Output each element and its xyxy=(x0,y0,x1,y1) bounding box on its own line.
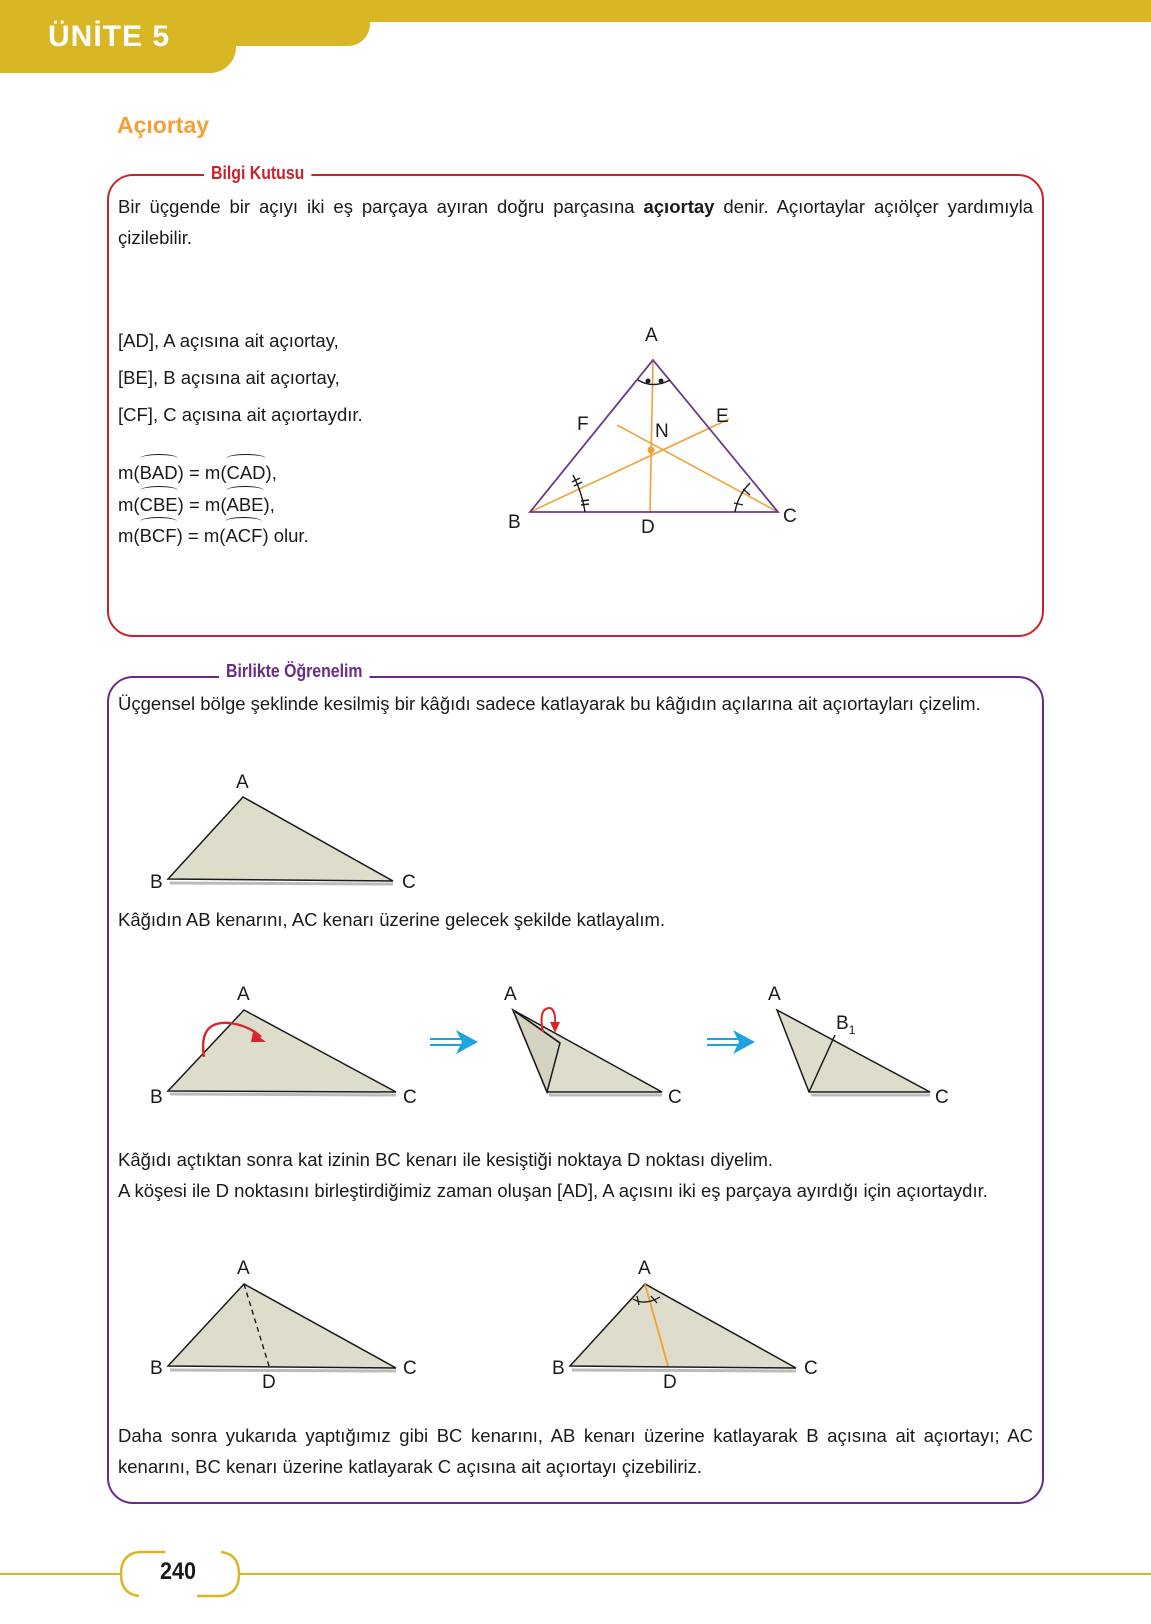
equality-c: m(BCF) = m(ACF) olur. xyxy=(118,520,309,552)
vertex-c-label: C xyxy=(935,1087,949,1108)
definition-term: açıortay xyxy=(643,196,715,217)
vertex-c-label: C xyxy=(402,872,416,893)
suffix: , xyxy=(271,462,277,483)
definition-paragraph xyxy=(118,191,1033,253)
angle-abe: ABE xyxy=(226,489,263,521)
statement-ad: [AD], A açısına ait açıortay, xyxy=(118,330,339,351)
step-arrow-icon xyxy=(430,1030,478,1054)
equality-b: m(CBE) = m(ABE), xyxy=(118,489,309,521)
intro-paragraph: Üçgensel bölge şeklinde kesilmiş bir kâğıdı sadece katlayarak bu kâğıdın açılarına ait açıortayları çizelim. xyxy=(118,693,981,714)
point-f-label: F xyxy=(577,414,589,435)
angle-cad: CAD xyxy=(226,457,265,489)
vertex-c-label: C xyxy=(783,506,797,527)
angle-acf: ACF xyxy=(225,520,262,552)
step2-line2: A köşesi ile D noktasını birleştirdiğimiz zaman oluşan [AD], A açısını iki eş parçaya ayırdığı için açıortaydır. xyxy=(118,1180,988,1201)
step2-line1: Kâğıdı açtıktan sonra kat izinin BC kenarı ile kesiştiği noktaya D noktası diyelim. xyxy=(118,1149,773,1170)
definition-text-end: denir. Açıortaylar açıölçer yardımıyla çizilebilir. xyxy=(118,196,1033,248)
bisector-triangle-figure xyxy=(500,315,820,545)
vertex-b-label: B xyxy=(150,872,163,893)
info-box-label: Bilgi Kutusu xyxy=(204,163,311,184)
equality-a: m(BAD) = m(CAD), xyxy=(118,457,309,489)
m-symbol: m xyxy=(118,462,134,483)
angle-equalities xyxy=(118,457,309,552)
vertex-a-label: A xyxy=(237,984,250,1005)
vertex-c-label: C xyxy=(804,1358,818,1379)
paper-triangle-figure xyxy=(140,770,440,900)
vertex-a-label: A xyxy=(236,772,249,793)
page-number: 240 xyxy=(160,1558,197,1585)
m-symbol: m xyxy=(204,462,221,483)
vertex-a-label: A xyxy=(237,1258,250,1279)
definition-text: Bir üçgende bir açıyı iki eş parçaya ayıran doğru parçasına xyxy=(118,196,644,217)
m-symbol: m xyxy=(203,525,220,546)
point-n-label: N xyxy=(655,421,669,442)
conclusion-paragraph: Daha sonra yukarıda yaptığımız gibi BC kenarını, AB kenarı üzerine katlayarak B açısına ait açıortayı; AC kenarını, BC kenarı üzerine katlayarak C açısına ait açıortayı çizebiliriz. xyxy=(118,1425,1033,1477)
fold-result-figure xyxy=(140,1250,840,1390)
vertex-a-label: A xyxy=(504,984,517,1005)
suffix: , xyxy=(269,493,275,515)
m-symbol: m xyxy=(204,493,221,515)
angle-bcf: BCF xyxy=(140,520,177,552)
m-symbol: m xyxy=(118,525,134,546)
bisector-statements xyxy=(118,322,363,433)
statement-cf: [CF], C açısına ait açıortaydır. xyxy=(118,404,363,425)
vertex-a-label: A xyxy=(638,1258,651,1279)
angle-cbe: CBE xyxy=(140,489,178,521)
suffix: olur. xyxy=(268,525,309,546)
point-e-label: E xyxy=(716,406,729,427)
step1-text: Kâğıdın AB kenarını, AC kenarı üzerine gelecek şekilde katlayalım. xyxy=(118,909,666,930)
vertex-a-label: A xyxy=(768,984,781,1005)
vertex-a-label: A xyxy=(645,325,658,346)
unit-label: ÜNİTE 5 xyxy=(48,20,171,53)
vertex-b-label: B xyxy=(508,512,521,533)
vertex-c-label: C xyxy=(668,1087,682,1108)
section-title: Açıortay xyxy=(117,112,210,138)
point-d-label: D xyxy=(641,517,655,538)
vertex-b1-label: $B_1$ xyxy=(836,1013,856,1037)
step2-paragraph xyxy=(118,1144,1033,1206)
statement-be: [BE], B açısına ait açıortay, xyxy=(118,367,340,388)
vertex-c-label: C xyxy=(403,1358,417,1379)
step-arrow-icon xyxy=(707,1030,755,1054)
point-d-label: D xyxy=(663,1372,677,1390)
m-symbol: m xyxy=(118,493,134,515)
vertex-b-label: B xyxy=(150,1358,163,1379)
vertex-c-label: C xyxy=(403,1087,417,1108)
angle-bad: BAD xyxy=(140,457,178,489)
vertex-b-label: B xyxy=(150,1087,163,1108)
folding-sequence-figure xyxy=(140,980,980,1110)
point-d-label: D xyxy=(262,1372,276,1390)
vertex-b-label: B xyxy=(552,1358,565,1379)
learn-box-label: Birlikte Öğrenelim xyxy=(219,661,370,682)
